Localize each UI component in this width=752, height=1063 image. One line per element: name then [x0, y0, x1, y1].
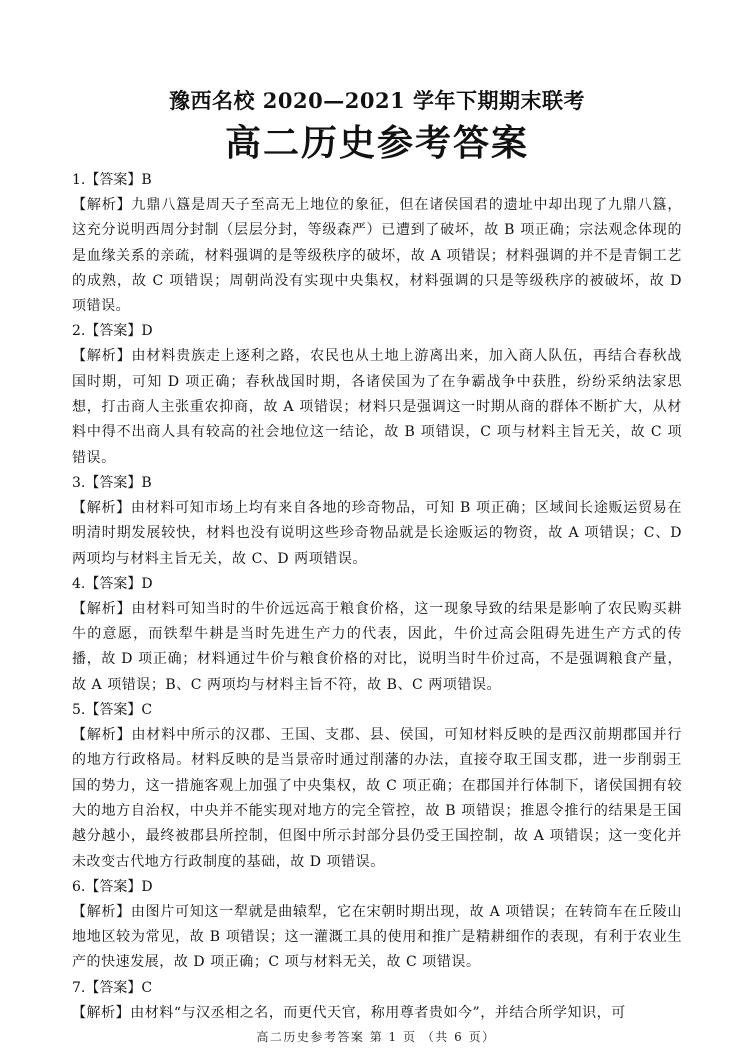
analysis-text: 【解析】由图片可知这一犁就是曲辕犁，它在宋朝时期出现，故 A 项错误；在转筒车在丘陵山地地区较为常见，故 B 项错误；这一灌溉工具的使用和推广是精耕细作的表现，有利于农业生产的快速发展，故 D 项正确；C 项与材料无关，故 C 项错误。: [72, 903, 682, 971]
answer-line: 6.【答案】D: [72, 878, 153, 895]
question-1: [72, 168, 682, 319]
question-4: [72, 572, 682, 698]
answer-line: 5.【答案】C: [72, 702, 153, 719]
exam-subtitle: 豫西名校 2020—2021 学年下期期末联考: [168, 88, 585, 113]
answer-line: 1.【答案】B: [72, 172, 152, 188]
analysis-text: 【解析】由材料“与汉丞相之名，而更代天官，称用尊者贵如今”，并结合所学知识，可: [72, 1004, 626, 1021]
question-7: [72, 976, 682, 1026]
analysis-text: 【解析】九鼎八簋是周天子至高无上地位的象征，但在诸侯国君的遗址中却出现了九鼎八簋，这充分说明西周分封制（层层分封，等级森严）已遭到了破坏，故 B 项正确；宗法观念体现的是血缘关系的亲疏，材料强调的是等级秩序的破坏，故 A 项错误；材料强调的并不是青铜工艺的成熟，故 C 项错误；周朝尚没有实现中央集权，材料强调的只是等级秩序的被破坏，故 D 项错误。: [72, 197, 682, 315]
answer-line: 7.【答案】C: [72, 979, 153, 996]
question-6: [72, 875, 682, 976]
analysis-text: 【解析】由材料贵族走上逐利之路，农民也从土地上游离出来，加入商人队伍，再结合春秋战国时期，可知 D 项正确；春秋战国时期，各诸侯国为了在争霸战争中获胜，纷纷采纳法家思想，打击商人主张重农抑商，故 A 项错误；材料只是强调这一时期从商的群体不断扩大，从材料中得不出商人具有较高的社会地位这一结论，故 B 项错误，C 项与材料主旨无关，故 C 项错误。: [72, 348, 682, 466]
analysis-text: 【解析】由材料中所示的汉郡、王国、支郡、县、侯国，可知材料反映的是西汉前期郡国并行的地方行政格局。材料反映的是当景帝时通过削藩的办法，直接夺取王国支郡，进一步削弱王国的势力，这一措施客观上加强了中央集权，故 C 项正确；在郡国并行体制下，诸侯国拥有较大的地方自治权，中央并不能实现对地方的完全管控，故 B 项错误；推恩令推行的结果是王国越分越小，最终被郡县所控制，但图中所示封部分县仍受王国控制，故 A 项错误；这一变化并未改变古代地方行政制度的基础，故 D 项错误。: [72, 727, 682, 870]
question-5: [72, 698, 682, 875]
answer-line: 2.【答案】D: [72, 323, 153, 340]
analysis-text: 【解析】由材料可知市场上均有来自各地的珍奇物品，可知 B 项正确；区域间长途贩运贸易在明清时期发展较快，材料也没有说明这些珍奇物品就是长途贩运的物资，故 A 项错误；C、D 两项均与材料主旨无关，故 C、D 两项错误。: [72, 499, 682, 567]
page-footer: 高二历史参考答案 第 1 页 （共 6 页）: [256, 1030, 496, 1044]
answer-line: 3.【答案】B: [72, 474, 152, 491]
analysis-text: 【解析】由材料可知当时的牛价远远高于粮食价格，这一现象导致的结果是影响了农民购买耕牛的意愿，而铁犁牛耕是当时先进生产力的代表，因此，牛价过高会阻碍先进生产方式的传播，故 D 项正确；材料通过牛价与粮食价格的对比，说明当时牛价过高，不是强调粮食产量，故 A 项错误；B、C 两项均与材料主旨不符，故 B、C 两项错误。: [72, 600, 682, 693]
question-3: [72, 471, 682, 572]
page-title: 高二历史参考答案: [224, 123, 529, 164]
question-2: [72, 319, 682, 470]
answer-line: 4.【答案】D: [72, 575, 153, 592]
